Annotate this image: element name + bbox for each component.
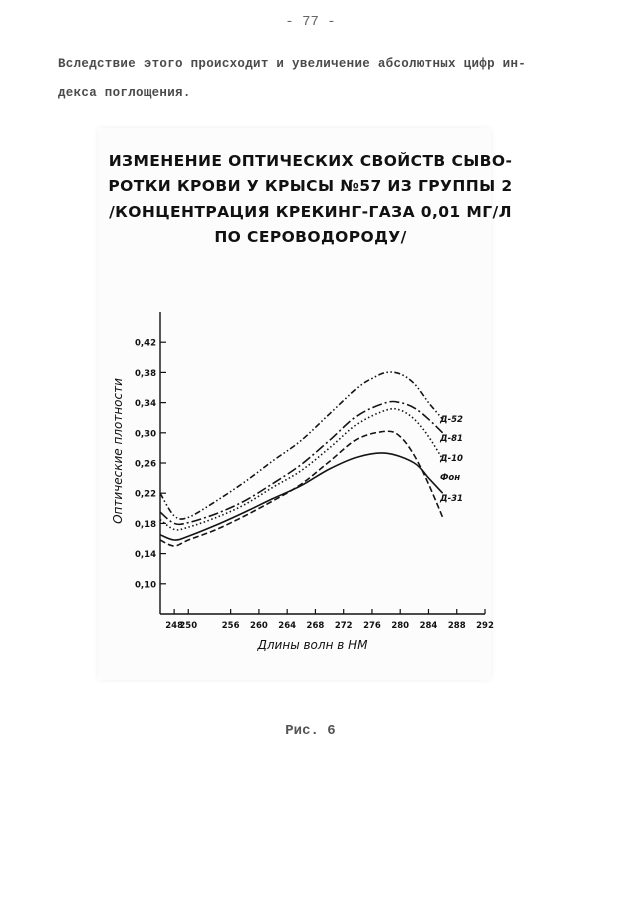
series-line	[160, 453, 443, 540]
y-tick-label: 0,18	[135, 519, 156, 530]
x-tick-label: 280	[391, 621, 410, 631]
series-label: Фон	[440, 473, 461, 483]
series-line	[160, 409, 443, 530]
x-tick-label: 260	[250, 621, 268, 631]
x-tick-label: 264	[278, 621, 297, 631]
y-tick-label: 0,30	[135, 429, 156, 440]
series-line	[160, 431, 443, 546]
x-tick-label: 284	[419, 621, 438, 631]
x-tick-label: 272	[334, 621, 353, 631]
series-label: Д-52	[440, 415, 463, 425]
y-tick-label: 0,10	[135, 580, 156, 591]
y-tick-label: 0,26	[135, 459, 156, 470]
page-number: - 77 -	[285, 14, 336, 30]
x-tick-label: 268	[306, 621, 325, 631]
y-tick-label: 0,38	[135, 368, 156, 379]
chart-title-line-3: /КОНЦЕНТРАЦИЯ КРЕКИНГ-ГАЗА 0,01 МГ/Л	[109, 203, 512, 221]
x-tick-label: 250	[179, 621, 198, 631]
series-line	[160, 372, 443, 519]
y-tick-label: 0,14	[135, 550, 156, 561]
y-tick-label: 0,22	[135, 489, 156, 500]
y-axis-label: Оптические плотности	[111, 378, 125, 524]
x-tick-label: 288	[447, 621, 466, 631]
series-label: Д-81	[440, 434, 463, 444]
series-line	[160, 401, 443, 524]
figure-caption: Рис. 6	[285, 723, 336, 739]
x-tick-label: 292	[476, 621, 494, 631]
series-label: Д-10	[440, 454, 463, 464]
y-tick-label: 0,34	[135, 399, 156, 410]
body-text-line-2: декса поглощения.	[58, 86, 191, 100]
body-text-line-1: Вследствие этого происходит и увеличение абсолютных цифр ин-	[58, 57, 527, 71]
series-label: Д-31	[440, 494, 463, 504]
chart-title-line-1: ИЗМЕНЕНИЕ ОПТИЧЕСКИХ СВОЙСТВ СЫВО-	[108, 152, 513, 170]
chart-title-line-2: РОТКИ КРОВИ У КРЫСЫ №57 ИЗ ГРУППЫ 2	[108, 177, 513, 195]
x-tick-label: 248	[165, 621, 184, 631]
x-tick-label: 256	[221, 621, 240, 631]
x-axis-label: Длины волн в НМ	[257, 638, 368, 652]
x-tick-label: 276	[363, 621, 381, 631]
y-tick-label: 0,42	[135, 338, 156, 349]
chart-title-line-4: ПО СЕРОВОДОРОДУ/	[214, 228, 407, 246]
